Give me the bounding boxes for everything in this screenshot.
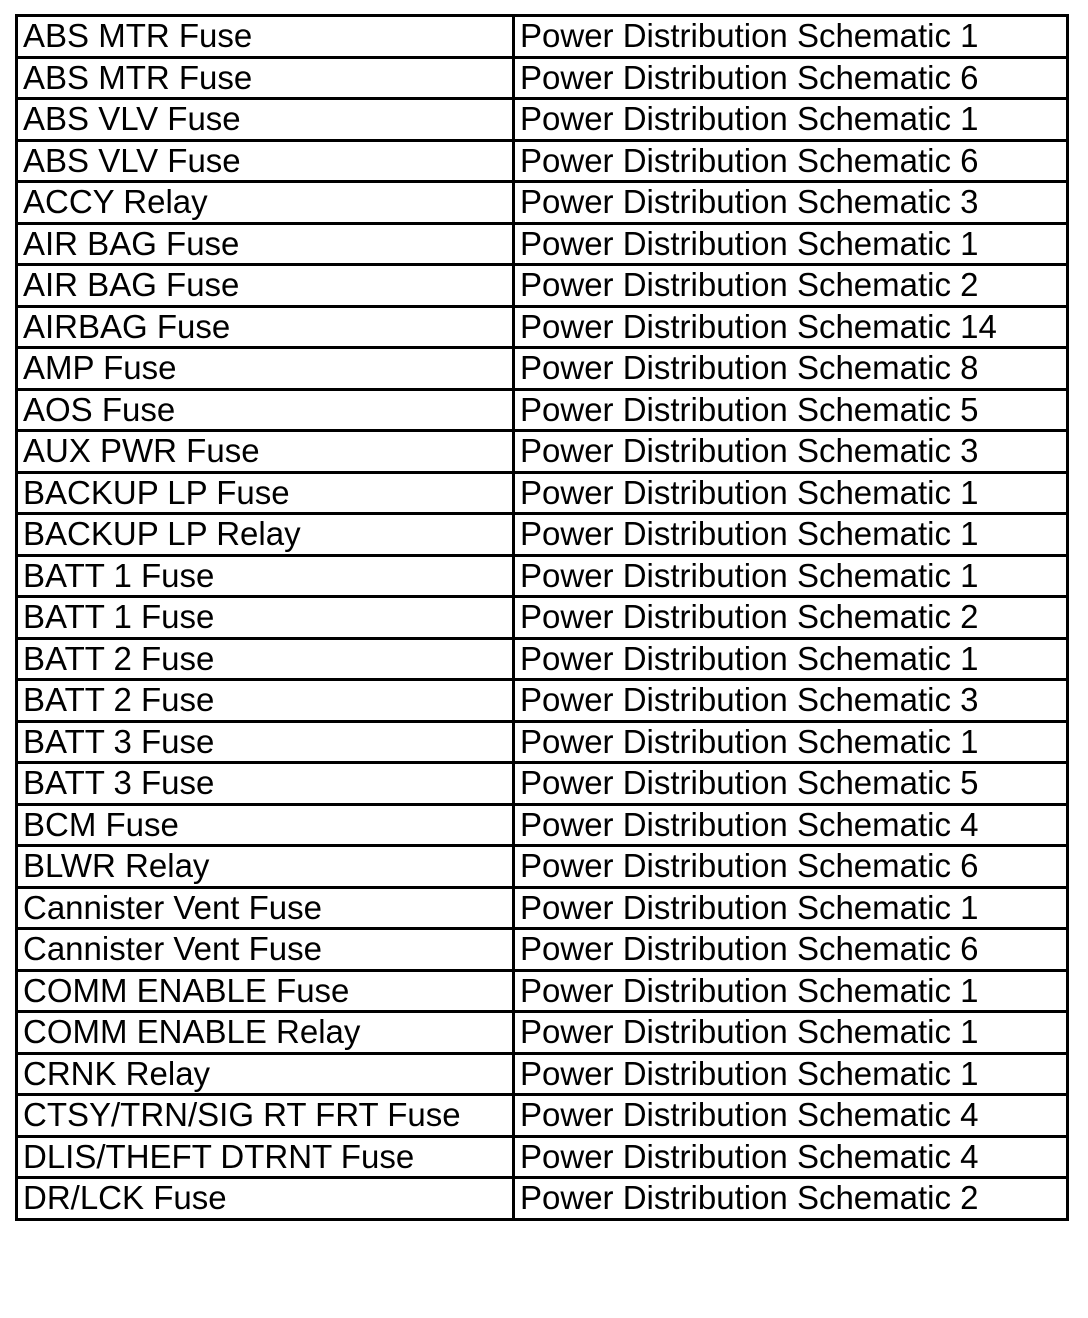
component-name-cell: ABS VLV Fuse xyxy=(17,99,514,141)
schematic-location-cell: Power Distribution Schematic 1 xyxy=(514,99,1068,141)
component-name-cell: BATT 2 Fuse xyxy=(17,680,514,722)
component-name-cell: COMM ENABLE Relay xyxy=(17,1012,514,1054)
schematic-location-cell: Power Distribution Schematic 3 xyxy=(514,431,1068,473)
component-name-cell: BATT 1 Fuse xyxy=(17,555,514,597)
schematic-location-cell: Power Distribution Schematic 4 xyxy=(514,1136,1068,1178)
component-name-cell: BACKUP LP Fuse xyxy=(17,472,514,514)
component-name-cell: CRNK Relay xyxy=(17,1053,514,1095)
schematic-location-cell: Power Distribution Schematic 2 xyxy=(514,1178,1068,1220)
schematic-location-cell: Power Distribution Schematic 6 xyxy=(514,929,1068,971)
component-name-cell: AMP Fuse xyxy=(17,348,514,390)
component-name-cell: Cannister Vent Fuse xyxy=(17,929,514,971)
schematic-location-cell: Power Distribution Schematic 6 xyxy=(514,846,1068,888)
component-name-cell: BATT 3 Fuse xyxy=(17,721,514,763)
schematic-location-cell: Power Distribution Schematic 1 xyxy=(514,970,1068,1012)
schematic-location-cell: Power Distribution Schematic 1 xyxy=(514,555,1068,597)
schematic-location-cell: Power Distribution Schematic 5 xyxy=(514,763,1068,805)
table-row xyxy=(17,1136,1068,1178)
component-name-cell: Cannister Vent Fuse xyxy=(17,887,514,929)
table-row xyxy=(17,763,1068,805)
table-row xyxy=(17,1178,1068,1220)
table-row xyxy=(17,1012,1068,1054)
component-name-cell: ABS MTR Fuse xyxy=(17,57,514,99)
table-row xyxy=(17,348,1068,390)
schematic-location-cell: Power Distribution Schematic 1 xyxy=(514,721,1068,763)
table-row xyxy=(17,16,1068,58)
table-body xyxy=(17,16,1068,1220)
component-name-cell: CTSY/TRN/SIG RT FRT Fuse xyxy=(17,1095,514,1137)
schematic-location-cell: Power Distribution Schematic 1 xyxy=(514,1012,1068,1054)
schematic-location-cell: Power Distribution Schematic 1 xyxy=(514,223,1068,265)
table-row xyxy=(17,555,1068,597)
component-location-table xyxy=(15,14,1069,1221)
table-row xyxy=(17,1053,1068,1095)
schematic-location-cell: Power Distribution Schematic 6 xyxy=(514,57,1068,99)
table-row xyxy=(17,472,1068,514)
component-name-cell: BCM Fuse xyxy=(17,804,514,846)
table-row xyxy=(17,887,1068,929)
table-row xyxy=(17,680,1068,722)
component-name-cell: BATT 2 Fuse xyxy=(17,638,514,680)
schematic-location-cell: Power Distribution Schematic 14 xyxy=(514,306,1068,348)
table-row xyxy=(17,431,1068,473)
table-row xyxy=(17,970,1068,1012)
schematic-location-cell: Power Distribution Schematic 3 xyxy=(514,680,1068,722)
schematic-location-cell: Power Distribution Schematic 8 xyxy=(514,348,1068,390)
schematic-location-cell: Power Distribution Schematic 1 xyxy=(514,16,1068,58)
table-row xyxy=(17,638,1068,680)
schematic-location-cell: Power Distribution Schematic 4 xyxy=(514,1095,1068,1137)
table-row xyxy=(17,721,1068,763)
component-name-cell: BATT 3 Fuse xyxy=(17,763,514,805)
component-name-cell: DLIS/THEFT DTRNT Fuse xyxy=(17,1136,514,1178)
component-name-cell: BACKUP LP Relay xyxy=(17,514,514,556)
component-name-cell: ABS MTR Fuse xyxy=(17,16,514,58)
schematic-location-cell: Power Distribution Schematic 4 xyxy=(514,804,1068,846)
schematic-location-cell: Power Distribution Schematic 1 xyxy=(514,1053,1068,1095)
schematic-location-cell: Power Distribution Schematic 1 xyxy=(514,472,1068,514)
table-row xyxy=(17,846,1068,888)
table-row xyxy=(17,1095,1068,1137)
schematic-location-cell: Power Distribution Schematic 1 xyxy=(514,638,1068,680)
component-name-cell: ACCY Relay xyxy=(17,182,514,224)
schematic-location-cell: Power Distribution Schematic 1 xyxy=(514,887,1068,929)
component-name-cell: AIR BAG Fuse xyxy=(17,265,514,307)
table-row xyxy=(17,99,1068,141)
table-row xyxy=(17,140,1068,182)
table-row xyxy=(17,389,1068,431)
table-row xyxy=(17,514,1068,556)
component-name-cell: AIR BAG Fuse xyxy=(17,223,514,265)
table-row xyxy=(17,306,1068,348)
component-name-cell: ABS VLV Fuse xyxy=(17,140,514,182)
table-row xyxy=(17,265,1068,307)
table-row xyxy=(17,57,1068,99)
component-name-cell: DR/LCK Fuse xyxy=(17,1178,514,1220)
component-name-cell: AUX PWR Fuse xyxy=(17,431,514,473)
table-row xyxy=(17,597,1068,639)
table-row xyxy=(17,223,1068,265)
component-name-cell: AOS Fuse xyxy=(17,389,514,431)
table-row xyxy=(17,929,1068,971)
schematic-location-cell: Power Distribution Schematic 3 xyxy=(514,182,1068,224)
schematic-location-cell: Power Distribution Schematic 2 xyxy=(514,597,1068,639)
component-name-cell: BLWR Relay xyxy=(17,846,514,888)
schematic-location-cell: Power Distribution Schematic 5 xyxy=(514,389,1068,431)
component-name-cell: AIRBAG Fuse xyxy=(17,306,514,348)
schematic-location-cell: Power Distribution Schematic 2 xyxy=(514,265,1068,307)
schematic-location-cell: Power Distribution Schematic 6 xyxy=(514,140,1068,182)
table-row xyxy=(17,804,1068,846)
table-row xyxy=(17,182,1068,224)
schematic-location-cell: Power Distribution Schematic 1 xyxy=(514,514,1068,556)
component-name-cell: COMM ENABLE Fuse xyxy=(17,970,514,1012)
component-name-cell: BATT 1 Fuse xyxy=(17,597,514,639)
